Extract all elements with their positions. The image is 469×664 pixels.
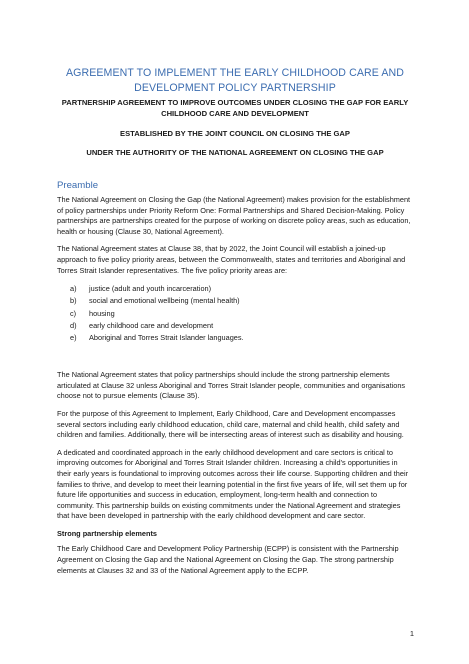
document-title: AGREEMENT TO IMPLEMENT THE EARLY CHILDHOOD CARE AND DEVELOPMENT POLICY PARTNERSHIP bbox=[65, 67, 405, 94]
paragraph-6: The Early Childhood Care and Development Policy Partnership (ECPP) is consistent with the Partnership Agreement on Closing the Gap and the National Agreement on Closing the Gap. The strong partnership elements at Clauses 32 and 33 of the National Agreement apply to the ECPP. bbox=[57, 544, 399, 575]
preamble-heading: Preamble bbox=[57, 180, 99, 191]
authority-line: UNDER THE AUTHORITY OF THE NATIONAL AGREEMENT ON CLOSING THE GAP bbox=[86, 148, 384, 157]
paragraph-5: A dedicated and coordinated approach in the early childhood development and care sectors is critical to improving outcomes for Aboriginal and Torres Strait Islander children. Increasing a child’s opportunities in their early years is foundational to improving outcomes across their life course. Supporting children and their families to thrive, and develop to meet their learning potential in the first five years of life, will set them up for future life opportunities and success in education, employment, long-term health and connection to community. This partnership builds on existing commitments under the National Agreement and strategies that have been developed in partnership with the early childhood development and care sector. bbox=[57, 447, 409, 521]
list-item: a) justice (adult and youth incarceration) bbox=[70, 284, 212, 294]
page-number: 1 bbox=[409, 629, 414, 638]
paragraph-4: For the purpose of this Agreement to Implement, Early Childhood, Care and Development encompasses several sectors including early childhood education, child care, maternal and child health, child safety and children and families. Additionally, there will be intersecting areas of interest such as disability and housing. bbox=[57, 408, 404, 440]
strong-partnership-heading: Strong partnership elements bbox=[57, 528, 157, 538]
paragraph-3: The National Agreement states that policy partnerships should include the strong partnership elements articulated at Clause 32 unless Aboriginal and Torres Strait Islander people, communities and organisations choose not to pursue elements (Clause 35). bbox=[57, 370, 406, 401]
list-item: c) housing bbox=[70, 308, 115, 318]
list-item: b) social and emotional wellbeing (mental health) bbox=[70, 296, 240, 306]
document-subtitle: PARTNERSHIP AGREEMENT TO IMPROVE OUTCOMES UNDER CLOSING THE GAP FOR EARLY CHILDHOOD CARE AND DEVELOPMENT bbox=[61, 98, 409, 118]
priority-areas-list bbox=[70, 283, 413, 344]
paragraph-2: The National Agreement states at Clause 38, that by 2022, the Joint Council will establish a joined-up approach to five policy priority areas, between the Commonwealth, states and territories and Aboriginal and Torres Strait Islander representatives. The five policy priority areas are: bbox=[57, 244, 406, 275]
list-item: e) Aboriginal and Torres Strait Islander languages. bbox=[70, 332, 244, 342]
paragraph-1: The National Agreement on Closing the Gap (the National Agreement) makes provision for the establishment of policy partnerships under Priority Reform One: Formal Partnerships and Shared Decision-Making. Policy partnerships are partnerships created for the purpose of working on discrete policy areas, such as education, health or housing (Clause 30, National Agreement). bbox=[57, 195, 411, 236]
list-item: d) early childhood care and development bbox=[70, 320, 214, 330]
established-by-line: ESTABLISHED BY THE JOINT COUNCIL ON CLOSING THE GAP bbox=[120, 129, 350, 138]
